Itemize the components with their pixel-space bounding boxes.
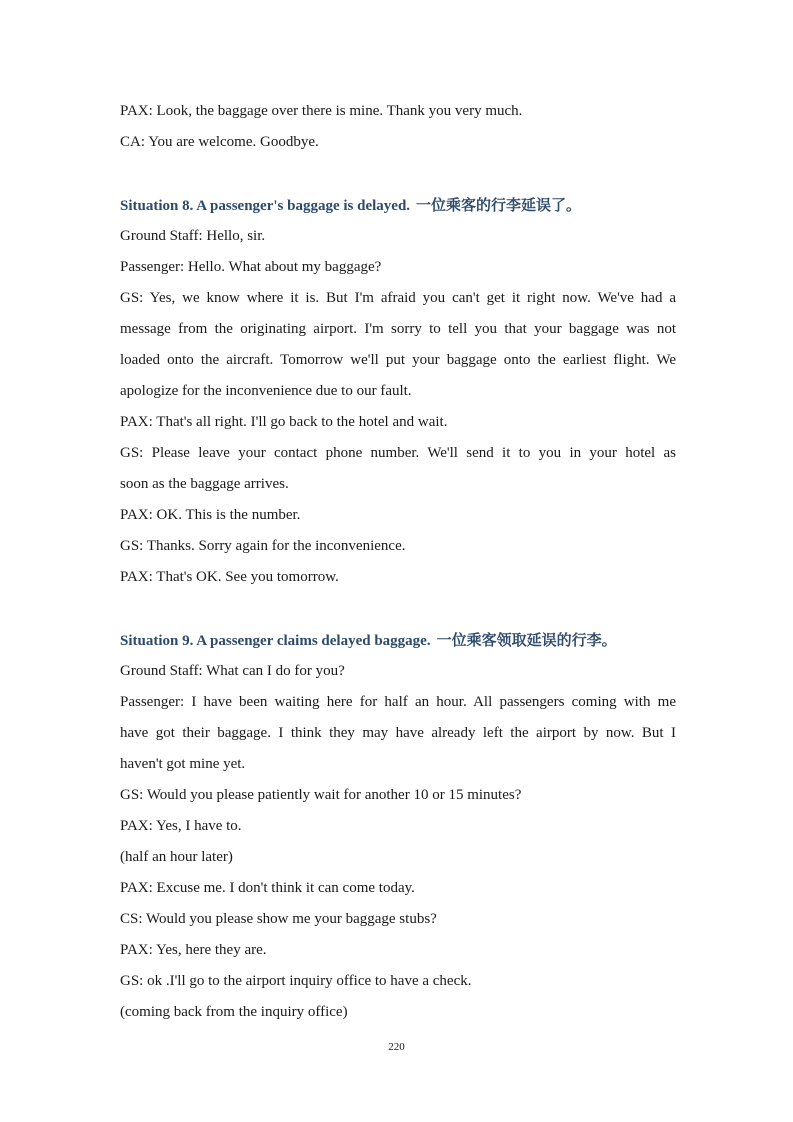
dialogue-line: haven't got mine yet.	[120, 756, 246, 772]
dialogue-line: GS: ok .I'll go to the airport inquiry office to have a check.	[120, 973, 472, 989]
dialogue-line: apologize for the inconvenience due to our fault.	[120, 383, 412, 399]
dialogue-line: have got their baggage. I think they may have already left the airport by now. But I	[120, 725, 676, 741]
situation-8-heading-en: Situation 8. A passenger's baggage is delayed.	[120, 198, 411, 214]
dialogue-line: PAX: OK. This is the number.	[120, 507, 301, 523]
dialogue-line: GS: Thanks. Sorry again for the inconvenience.	[120, 538, 406, 554]
dialogue-line: PAX: That's OK. See you tomorrow.	[120, 569, 339, 585]
dialogue-line: CA: You are welcome. Goodbye.	[120, 134, 319, 150]
dialogue-line: PAX: Yes, here they are.	[120, 942, 267, 958]
dialogue-line: Passenger: I have been waiting here for half an hour. All passengers coming with me	[120, 694, 676, 710]
situation-9-heading-cn: 一位乘客领取延误的行李。	[436, 631, 617, 649]
dialogue-line: loaded onto the aircraft. Tomorrow we'll put your baggage onto the earliest flight. We	[120, 352, 676, 368]
dialogue-line: (half an hour later)	[120, 849, 233, 865]
situation-8-heading	[120, 190, 676, 221]
dialogue-line: CS: Would you please show me your baggage stubs?	[120, 911, 437, 927]
dialogue-line: Ground Staff: What can I do for you?	[120, 663, 345, 679]
dialogue-line: Ground Staff: Hello, sir.	[120, 228, 266, 244]
dialogue-line: PAX: That's all right. I'll go back to the hotel and wait.	[120, 414, 448, 430]
dialogue-line: PAX: Look, the baggage over there is mine. Thank you very much.	[120, 103, 523, 119]
page-content	[120, 96, 676, 1028]
dialogue-line: Passenger: Hello. What about my baggage?	[120, 259, 382, 275]
page-number: 220	[388, 1041, 405, 1053]
spacer	[120, 593, 676, 625]
dialogue-line: soon as the baggage arrives.	[120, 476, 289, 492]
situation-9-heading-en: Situation 9. A passenger claims delayed baggage.	[120, 633, 431, 649]
dialogue-line: PAX: Excuse me. I don't think it can come today.	[120, 880, 415, 896]
dialogue-line: message from the originating airport. I'm sorry to tell you that your baggage was not	[120, 321, 676, 337]
dialogue-line: GS: Yes, we know where it is. But I'm afraid you can't get it right now. We've had a	[120, 290, 676, 306]
dialogue-line: PAX: Yes, I have to.	[120, 818, 242, 834]
dialogue-line: (coming back from the inquiry office)	[120, 1004, 348, 1020]
dialogue-line: GS: Would you please patiently wait for another 10 or 15 minutes?	[120, 787, 522, 803]
dialogue-line: GS: Please leave your contact phone number. We'll send it to you in your hotel as	[120, 445, 676, 461]
situation-8-heading-cn: 一位乘客的行李延误了。	[416, 196, 582, 214]
spacer	[120, 158, 676, 190]
situation-9-heading	[120, 625, 676, 656]
